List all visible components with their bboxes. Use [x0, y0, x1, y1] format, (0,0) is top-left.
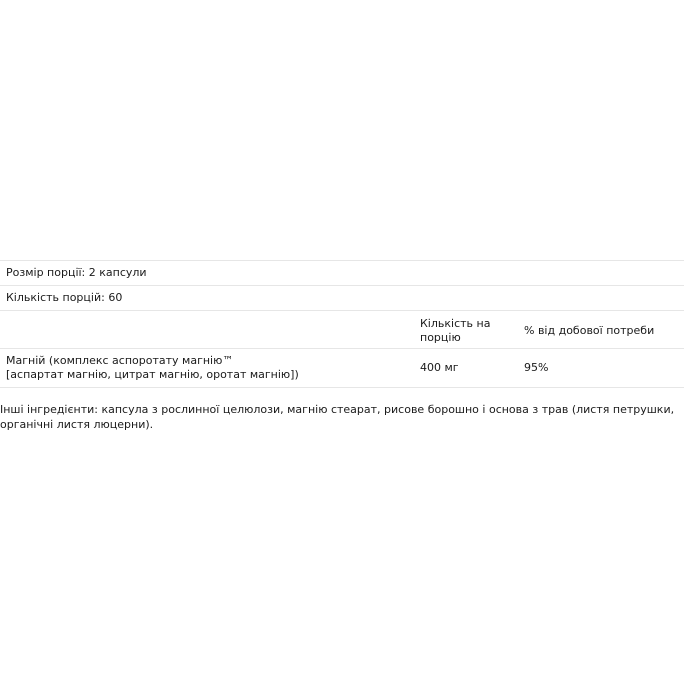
servings-per-container-row — [0, 285, 684, 310]
serving-size-row — [0, 260, 684, 285]
amount-per-serving-header: Кількість на порцію — [420, 317, 491, 344]
supplement-facts-table — [0, 260, 684, 388]
ingredient-amount: 400 мг — [420, 361, 459, 374]
ingredient-daily-value: 95% — [524, 361, 549, 374]
table-row — [0, 348, 684, 388]
servings-per-container-text: Кількість порцій: 60 — [6, 291, 123, 304]
serving-size-text: Розмір порції: 2 капсули — [6, 266, 147, 279]
ingredient-name-line-2: [аспартат магнію, цитрат магнію, оротат магнію]) — [6, 368, 299, 381]
ingredient-name — [6, 354, 406, 382]
daily-value-header: % від добової потреби — [524, 324, 655, 337]
ingredient-name-line-1: Магній (комплекс аспоротату магнію™ — [6, 354, 234, 367]
table-header-row — [0, 310, 684, 348]
other-ingredients-text: Інші інгредієнти: капсула з рослинної целюлози, магнію стеарат, рисове борошно і основа з трав (листя петрушки, органічні листя люцерни). — [0, 403, 675, 431]
